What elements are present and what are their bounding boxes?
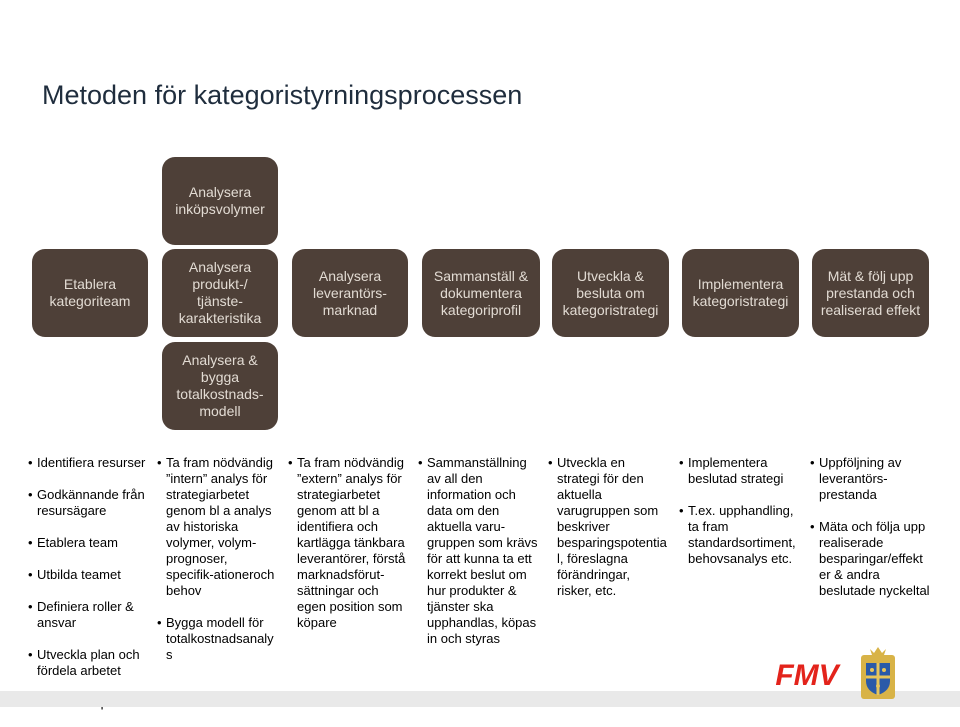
footer-bar — [0, 691, 960, 707]
column-1-list — [28, 439, 154, 727]
list-item: • Ta fram nödvändig ”extern” analys för strategiarbetet genom att bl a identifiera och kartlägga tänkbara leverantörer, förstå marknadsförut- sättningar och egen position som köpare — [288, 455, 416, 631]
list-item: • Ta fram nödvändig ”intern” analys för strategiarbetet genom bl a analys av historiska volymer, volym- prognoser, specifik-ationeroch behov — [157, 455, 285, 599]
list-item: • Utveckla plan och fördela arbetet — [28, 647, 154, 679]
box-totalkostnadsmodell: Analysera & bygga totalkostnads- modell — [162, 342, 278, 430]
box-utveckla-kategoristrategi: Utveckla & besluta om kategoristrategi — [552, 249, 669, 337]
list-item: • Etablera team — [28, 535, 154, 551]
page-title: Metoden för kategoristyrningsprocessen — [42, 80, 523, 110]
box-analysera-inkopsvolymer: Analysera inköpsvolymer — [162, 157, 278, 245]
box-mat-folj-upp: Mät & följ upp prestanda och realiserad effekt — [812, 249, 929, 337]
list-item: • Bygga modell för totalkostnadsanaly s — [157, 615, 285, 663]
box-analysera-leverantorsmarknad: Analysera leverantörs- marknad — [292, 249, 408, 337]
list-item: • T.ex. upphandling, ta fram standardsortiment, behovsanalys etc. — [679, 503, 807, 567]
fmv-logo — [770, 658, 844, 690]
box-analysera-produkt: Analysera produkt-/ tjänste- karakteristika — [162, 249, 278, 337]
list-item: • Sammanställning av all den information och data om den aktuella varu- gruppen som krävs för att kunna ta ett korrekt beslut om hur produkter & tjänster ska upphandlas, köpas in och styras — [418, 455, 546, 647]
fmv-logo-text: FMV — [775, 659, 839, 690]
column-7-list — [810, 439, 950, 615]
list-item: • Implementera beslutad strategi — [679, 455, 807, 487]
column-6-list — [679, 439, 807, 583]
list-item: • Definiera roller & ansvar — [28, 599, 154, 631]
crest-icon — [858, 645, 898, 701]
list-item: • Identifiera resurser — [28, 455, 154, 471]
column-5-list — [548, 439, 676, 615]
list-item: • Uppföljning av leverantörs- prestanda — [810, 455, 950, 503]
list-item: • Mäta och följa upp realiserade besparingar/effekt er & andra beslutade nyckeltal — [810, 519, 950, 599]
list-item: • Utbilda teamet — [28, 567, 154, 583]
column-2-list — [157, 439, 285, 679]
list-item: • Godkännande från resursägare — [28, 487, 154, 519]
column-4-list — [418, 439, 546, 663]
box-etablera-kategoriteam: Etablera kategoriteam — [32, 249, 148, 337]
box-sammanstall-kategoriprofil: Sammanställ & dokumentera kategoriprofil — [422, 249, 540, 337]
column-3-list — [288, 439, 416, 647]
list-item: • Utveckla en strategi för den aktuella varugruppen som beskriver besparingspotentia l, föreslagna förändringar, risker, etc. — [548, 455, 676, 599]
box-implementera-kategoristrategi: Implementera kategoristrategi — [682, 249, 799, 337]
